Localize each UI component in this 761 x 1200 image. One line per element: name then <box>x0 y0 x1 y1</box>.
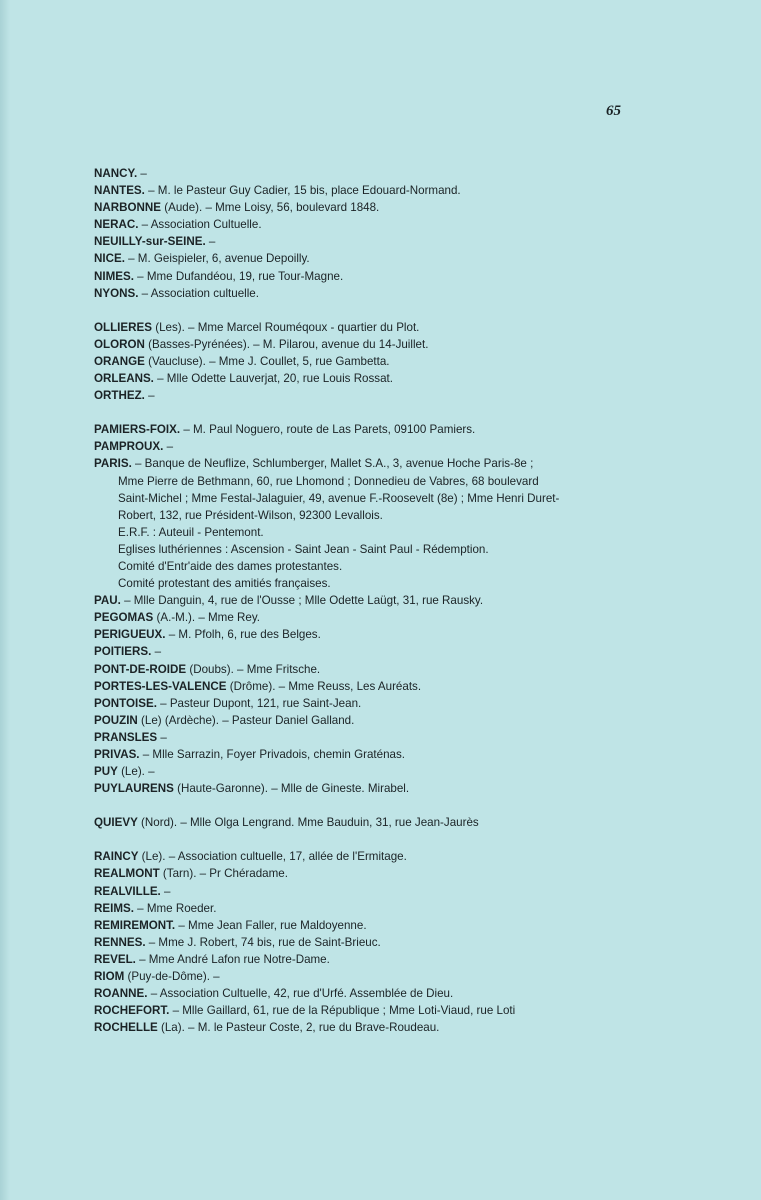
directory-entry <box>94 883 624 900</box>
directory-entry <box>94 934 624 951</box>
entry-continuation-line <box>94 575 624 592</box>
entry-details: Eglises luthériennes : Ascension - Saint Jean - Saint Paul - Rédemption. <box>118 542 489 556</box>
entry-place: ROCHELLE <box>94 1021 158 1035</box>
entry-place: PORTES-LES-VALENCE <box>94 679 227 693</box>
directory-entry <box>94 678 624 695</box>
entry-place: REMIREMONT. <box>94 918 176 932</box>
entry-place: PAMPROUX. <box>94 440 164 454</box>
section-gap <box>94 404 624 421</box>
entry-details: (Nord). – Mlle Olga Lengrand. Mme Bauduin, 31, rue Jean-Jaurès <box>137 816 479 830</box>
entry-details: – Mlle Gaillard, 61, rue de la République ; Mme Loti-Viaud, rue Loti <box>169 1004 516 1018</box>
entry-details: – Mlle Danguin, 4, rue de l'Ousse ; Mlle Odette Laügt, 31, rue Rausky. <box>120 594 484 608</box>
entry-details: (Le). – Association cultuelle, 17, allée de l'Ermitage. <box>138 850 407 864</box>
entry-details: (Le) (Ardèche). – Pasteur Daniel Galland. <box>137 713 355 727</box>
entry-place: ORLEANS. <box>94 372 154 386</box>
entry-details: – Pasteur Dupont, 121, rue Saint-Jean. <box>156 696 362 710</box>
directory-entry <box>94 353 624 370</box>
entry-details: (Les). – Mme Marcel Rouméqoux - quartier du Plot. <box>151 320 420 334</box>
directory-entry <box>94 763 624 780</box>
directory-entry <box>94 729 624 746</box>
entry-details: Robert, 132, rue Président-Wilson, 92300 Levallois. <box>118 508 383 522</box>
section-gap <box>94 302 624 319</box>
entry-details: (Tarn). – Pr Chéradame. <box>159 867 288 881</box>
entry-details: – Mme Jean Faller, rue Maldoyenne. <box>175 918 367 932</box>
entry-details: – <box>205 235 216 249</box>
entry-place: RAINCY <box>94 850 139 864</box>
directory-entry <box>94 387 624 404</box>
entry-place: NANCY. <box>94 167 138 180</box>
entry-continuation-line <box>94 473 624 490</box>
entry-continuation-line <box>94 490 624 507</box>
entry-place: PERIGUEUX. <box>94 628 166 642</box>
entry-details: (Le). – <box>117 765 155 779</box>
entry-details: – <box>137 167 147 180</box>
entry-details: Saint-Michel ; Mme Festal-Jalaguier, 49, avenue F.-Roosevelt (8e) ; Mme Henri Duret- <box>118 491 560 505</box>
page-number: 65 <box>606 103 621 119</box>
directory-entry <box>94 285 624 302</box>
entry-details: – <box>163 440 174 454</box>
entry-continuation-line <box>94 541 624 558</box>
entry-place: QUIEVY <box>94 816 138 830</box>
entry-place: NARBONNE <box>94 201 161 215</box>
entry-place: OLORON <box>94 337 145 351</box>
entry-details: (Drôme). – Mme Reuss, Les Auréats. <box>226 679 422 693</box>
entry-details: Comité d'Entr'aide des dames protestantes. <box>118 559 343 573</box>
entry-details: – Association Cultuelle. <box>138 218 262 232</box>
entry-details: – M. Paul Noguero, route de Las Parets, 09100 Pamiers. <box>180 423 476 437</box>
directory-entry <box>94 626 624 643</box>
entry-details: (La). – M. le Pasteur Coste, 2, rue du Brave-Roudeau. <box>157 1021 440 1035</box>
directory-entry <box>94 455 624 472</box>
entry-details: (Haute-Garonne). – Mlle de Gineste. Mirabel. <box>173 782 410 796</box>
entry-place: REALMONT <box>94 867 160 881</box>
entry-details: (Vaucluse). – Mme J. Coullet, 5, rue Gambetta. <box>144 354 390 368</box>
entry-details: – Banque de Neuflize, Schlumberger, Mallet S.A., 3, avenue Hoche Paris-8e ; <box>131 457 534 471</box>
entry-place: NEUILLY-sur-SEINE. <box>94 235 206 249</box>
directory-entry <box>94 182 624 199</box>
entry-details: (Doubs). – Mme Fritsche. <box>186 662 321 676</box>
entry-place: PRIVAS. <box>94 748 140 761</box>
directory-list <box>94 165 624 1036</box>
entry-details: – Association Cultuelle, 42, rue d'Urfé. Assemblée de Dieu. <box>147 987 454 1001</box>
entry-details: – <box>157 730 167 744</box>
directory-entry <box>94 865 624 882</box>
entry-place: ROANNE. <box>94 987 148 1001</box>
entry-place: POITIERS. <box>94 645 152 659</box>
entry-place: PAU. <box>94 594 121 608</box>
entry-details: E.R.F. : Auteuil - Pentemont. <box>118 525 264 539</box>
entry-place: PUYLAURENS <box>94 782 174 796</box>
directory-entry <box>94 985 624 1002</box>
entry-details: (Aude). – Mme Loisy, 56, boulevard 1848. <box>161 201 380 215</box>
entry-details: (Basses-Pyrénées). – M. Pilarou, avenue du 14-Juillet. <box>144 337 429 351</box>
entry-details: – Mme André Lafon rue Notre-Dame. <box>135 952 330 966</box>
entry-place: REALVILLE. <box>94 884 161 898</box>
directory-entry <box>94 370 624 387</box>
directory-entry <box>94 592 624 609</box>
directory-entry <box>94 848 624 865</box>
entry-place: NICE. <box>94 252 125 266</box>
directory-entry <box>94 780 624 797</box>
entry-place: NYONS. <box>94 286 139 300</box>
entry-details: – M. Geispieler, 6, avenue Depoilly. <box>124 252 310 266</box>
entry-place: PUY <box>94 765 118 779</box>
entry-place: OLLIERES <box>94 320 152 334</box>
directory-entry <box>94 814 624 831</box>
entry-place: NANTES. <box>94 184 145 198</box>
entry-details: – <box>160 884 171 898</box>
directory-entry <box>94 233 624 250</box>
entry-details: – <box>144 389 155 403</box>
directory-entry <box>94 319 624 336</box>
directory-entry <box>94 438 624 455</box>
entry-place: PONTOISE. <box>94 696 157 710</box>
directory-entry <box>94 695 624 712</box>
entry-details: – M. le Pasteur Guy Cadier, 15 bis, place Edouard-Normand. <box>144 184 461 198</box>
directory-entry <box>94 917 624 934</box>
directory-entry <box>94 712 624 729</box>
entry-details: (A.-M.). – Mme Rey. <box>153 611 260 625</box>
entry-place: POUZIN <box>94 713 138 727</box>
entry-place: PRANSLES <box>94 730 158 744</box>
entry-details: Comité protestant des amitiés françaises. <box>118 577 331 591</box>
directory-entry <box>94 250 624 267</box>
entry-place: NERAC. <box>94 218 139 232</box>
entry-details: – Mlle Sarrazin, Foyer Privadois, chemin Graténas. <box>139 748 405 761</box>
directory-entry <box>94 336 624 353</box>
entry-place: ROCHEFORT. <box>94 1004 170 1018</box>
page-edge-shadow <box>0 0 10 1200</box>
entry-details: – <box>151 645 162 659</box>
entry-details: – M. Pfolh, 6, rue des Belges. <box>165 628 321 642</box>
entry-continuation-line <box>94 524 624 541</box>
directory-entry <box>94 609 624 626</box>
entry-place: PARIS. <box>94 457 132 471</box>
directory-entry <box>94 746 624 763</box>
entry-place: REIMS. <box>94 901 134 915</box>
directory-entry <box>94 268 624 285</box>
entry-details: – Mlle Odette Lauverjat, 20, rue Louis Rossat. <box>153 372 393 386</box>
entry-details: – Association cultuelle. <box>138 286 259 300</box>
directory-entry <box>94 1019 624 1036</box>
entry-place: ORANGE <box>94 354 145 368</box>
directory-entry <box>94 1002 624 1019</box>
entry-details: (Puy-de-Dôme). – <box>124 970 220 984</box>
entry-details: – Mme Dufandéou, 19, rue Tour-Magne. <box>133 269 344 283</box>
directory-entry <box>94 165 624 182</box>
entry-place: PAMIERS-FOIX. <box>94 423 181 437</box>
entry-details: – Mme Roeder. <box>133 901 217 915</box>
directory-entry <box>94 968 624 985</box>
directory-entry <box>94 199 624 216</box>
directory-entry <box>94 951 624 968</box>
section-gap <box>94 797 624 814</box>
entry-details: Mme Pierre de Bethmann, 60, rue Lhomond ; Donnedieu de Vabres, 68 boulevard <box>118 474 539 488</box>
section-gap <box>94 831 624 848</box>
entry-details: – Mme J. Robert, 74 bis, rue de Saint-Brieuc. <box>145 935 381 949</box>
entry-place: ORTHEZ. <box>94 389 145 403</box>
directory-entry <box>94 900 624 917</box>
entry-place: NIMES. <box>94 269 134 283</box>
directory-entry <box>94 421 624 438</box>
entry-place: PONT-DE-ROIDE <box>94 662 187 676</box>
directory-entry <box>94 643 624 660</box>
entry-place: RIOM <box>94 970 125 984</box>
entry-continuation-line <box>94 507 624 524</box>
directory-entry <box>94 661 624 678</box>
entry-continuation-line <box>94 558 624 575</box>
directory-entry <box>94 216 624 233</box>
entry-place: REVEL. <box>94 952 136 966</box>
entry-place: PEGOMAS <box>94 611 154 625</box>
entry-place: RENNES. <box>94 935 146 949</box>
